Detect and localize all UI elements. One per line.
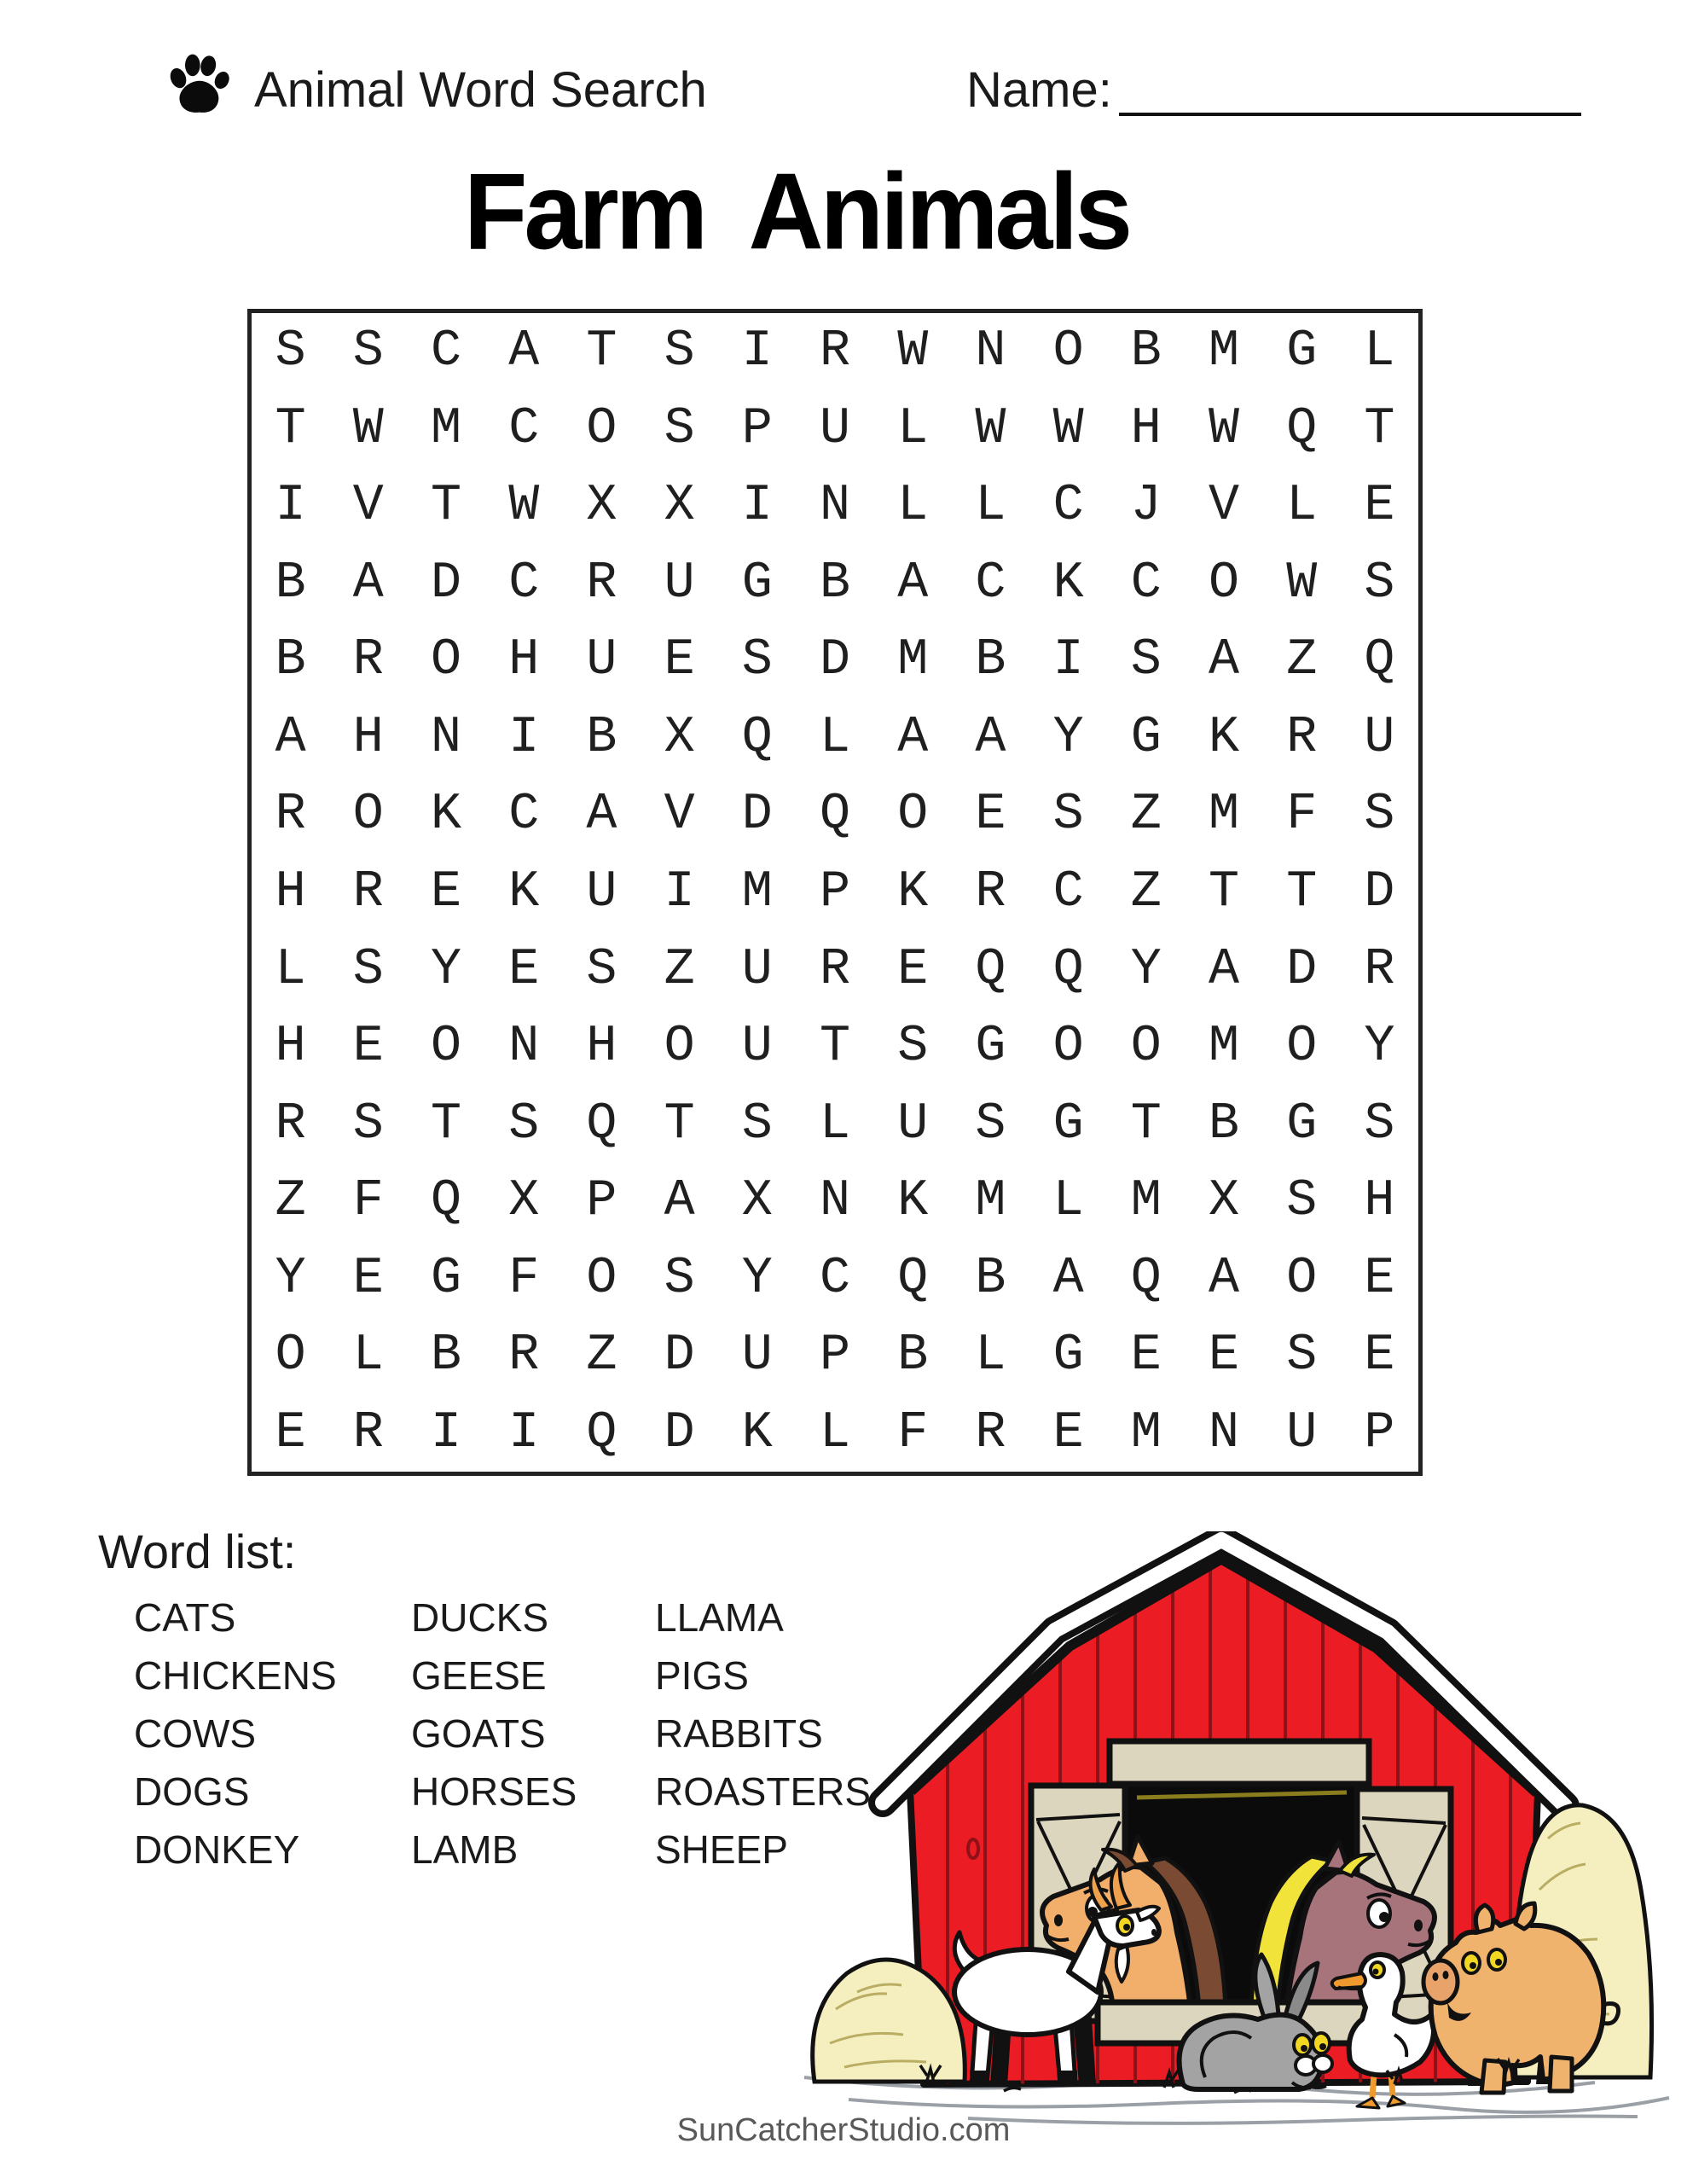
grid-letter[interactable]: T — [430, 1095, 461, 1153]
word-list-column — [411, 1589, 577, 1879]
grid-letter[interactable]: S — [1286, 1327, 1318, 1385]
grid-letter[interactable]: G — [741, 554, 773, 613]
grid-letter[interactable]: Z — [1130, 786, 1162, 845]
grid-letter[interactable]: R — [586, 554, 617, 613]
grid-letter[interactable]: O — [897, 786, 929, 845]
grid-letter[interactable]: O — [664, 1018, 695, 1077]
grid-letter[interactable]: U — [586, 863, 617, 921]
grid-letter[interactable]: W — [508, 477, 540, 536]
page-title: Animal Word Search — [254, 62, 707, 118]
grid-letter[interactable]: A — [1208, 631, 1239, 690]
grid-letter[interactable]: X — [1208, 1172, 1239, 1231]
grid-letter[interactable]: P — [819, 1327, 850, 1385]
grid-letter[interactable]: K — [508, 863, 540, 921]
grid-letter[interactable]: N — [819, 477, 850, 536]
grid-letter[interactable]: S — [1052, 786, 1084, 845]
grid-letter[interactable]: E — [1052, 1403, 1084, 1462]
footer-site-credit: SunCatcherStudio.com — [676, 2112, 1011, 2148]
grid-letter[interactable]: U — [1364, 708, 1395, 767]
grid-letter[interactable]: E — [352, 1018, 384, 1077]
grid-letter[interactable]: O — [1052, 322, 1084, 381]
grid-letter[interactable]: D — [819, 631, 850, 690]
grid-letter[interactable]: Q — [897, 1249, 929, 1308]
grid-letter[interactable]: I — [741, 477, 773, 536]
word-item[interactable]: GOATS — [411, 1711, 546, 1756]
grid-letter[interactable]: R — [352, 863, 384, 921]
grid-letter[interactable]: D — [741, 786, 773, 845]
grid-letter[interactable]: W — [975, 399, 1006, 458]
grid-letter[interactable]: O — [275, 1327, 306, 1385]
grid-letter[interactable]: M — [1130, 1403, 1162, 1462]
grid-letter[interactable]: W — [897, 322, 929, 381]
grid-letter[interactable]: H — [1364, 1172, 1395, 1231]
grid-letter[interactable]: B — [975, 1249, 1006, 1308]
word-item[interactable]: SHEEP — [655, 1827, 788, 1872]
grid-letter[interactable]: Q — [586, 1403, 617, 1462]
grid-letter[interactable]: C — [1130, 554, 1162, 613]
grid-letter[interactable]: S — [1286, 1172, 1318, 1231]
grid-letter[interactable]: Q — [1364, 631, 1395, 690]
grid-letter[interactable]: A — [897, 554, 929, 613]
grid-letter[interactable]: Y — [275, 1249, 306, 1308]
grid-letter[interactable]: G — [430, 1249, 461, 1308]
grid-letter[interactable]: H — [1130, 399, 1162, 458]
grid-letter[interactable]: E — [275, 1403, 306, 1462]
grid-letter[interactable]: G — [975, 1018, 1006, 1077]
word-item[interactable]: LAMB — [411, 1827, 519, 1872]
grid-letter[interactable]: E — [975, 786, 1006, 845]
word-list-heading: Word list: — [98, 1525, 297, 1578]
grid-letter[interactable]: W — [1052, 399, 1084, 458]
grid-letter[interactable]: O — [1286, 1018, 1318, 1077]
grid-letter[interactable]: L — [975, 1327, 1006, 1385]
grid-letter[interactable]: C — [975, 554, 1006, 613]
grid-letter[interactable]: S — [1130, 631, 1162, 690]
word-item[interactable]: LLAMA — [655, 1595, 784, 1640]
grid-letter[interactable]: R — [352, 631, 384, 690]
grid-letter[interactable]: U — [1286, 1403, 1318, 1462]
grid-letter[interactable]: M — [1130, 1172, 1162, 1231]
grid-letter[interactable]: Y — [1130, 940, 1162, 999]
word-item[interactable]: DOGS — [134, 1769, 250, 1814]
grid-letter[interactable]: S — [664, 322, 695, 381]
grid-letter[interactable]: S — [1364, 786, 1395, 845]
word-item[interactable]: DONKEY — [134, 1827, 300, 1872]
grid-letter[interactable]: T — [819, 1018, 850, 1077]
grid-letter[interactable]: E — [430, 863, 461, 921]
grid-letter[interactable]: F — [897, 1403, 929, 1462]
grid-letter[interactable]: Q — [1286, 399, 1318, 458]
grid-letter[interactable]: A — [508, 322, 540, 381]
grid-letter[interactable]: L — [275, 940, 306, 999]
grid-letter[interactable]: D — [1286, 940, 1318, 999]
grid-letter[interactable]: C — [819, 1249, 850, 1308]
grid-letter[interactable]: B — [1208, 1095, 1239, 1153]
grid-letter[interactable]: D — [664, 1403, 695, 1462]
loft-header-board — [1110, 1741, 1369, 1784]
grid-letter[interactable]: N — [819, 1172, 850, 1231]
grid-letter[interactable]: U — [741, 940, 773, 999]
grid-letter[interactable]: A — [975, 708, 1006, 767]
grid-letter[interactable]: I — [1052, 631, 1084, 690]
grid-letter[interactable]: I — [741, 322, 773, 381]
grid-letter[interactable]: Z — [1130, 863, 1162, 921]
grid-letter[interactable]: B — [275, 631, 306, 690]
grid-letter[interactable]: B — [275, 554, 306, 613]
grid-letter[interactable]: G — [1286, 1095, 1318, 1153]
grid-letter[interactable]: R — [275, 786, 306, 845]
grid-letter[interactable]: M — [1208, 786, 1239, 845]
grid-letter[interactable]: M — [975, 1172, 1006, 1231]
grid-letter[interactable]: I — [430, 1403, 461, 1462]
grid-letter[interactable]: L — [1364, 322, 1395, 381]
grid-letter[interactable]: Y — [1364, 1018, 1395, 1077]
grid-letter[interactable]: N — [975, 322, 1006, 381]
grid-letter[interactable]: X — [586, 477, 617, 536]
grid-letter[interactable]: Q — [819, 786, 850, 845]
grid-letter[interactable]: A — [586, 786, 617, 845]
grid-letter[interactable]: B — [819, 554, 850, 613]
word-item[interactable]: HORSES — [411, 1769, 577, 1814]
grid-letter[interactable]: P — [819, 863, 850, 921]
grid-letter[interactable]: R — [1364, 940, 1395, 999]
grid-letter[interactable]: B — [897, 1327, 929, 1385]
grid-letter[interactable]: I — [275, 477, 306, 536]
grid-letter[interactable]: O — [430, 1018, 461, 1077]
grid-letter[interactable]: I — [508, 1403, 540, 1462]
grid-letter[interactable]: T — [275, 399, 306, 458]
grid-letter[interactable]: Y — [430, 940, 461, 999]
grid-letter[interactable]: Z — [664, 940, 695, 999]
grid-letter[interactable]: O — [586, 399, 617, 458]
grid-letter[interactable]: Q — [1052, 940, 1084, 999]
grid-letter[interactable]: G — [1052, 1327, 1084, 1385]
grid-letter[interactable]: F — [508, 1249, 540, 1308]
grid-letter[interactable]: K — [897, 1172, 929, 1231]
grid-letter[interactable]: S — [352, 940, 384, 999]
grid-letter[interactable]: T — [1364, 399, 1395, 458]
grid-letter[interactable]: E — [352, 1249, 384, 1308]
grid-letter[interactable]: U — [664, 554, 695, 613]
word-item[interactable]: PIGS — [655, 1653, 749, 1698]
grid-letter[interactable]: Q — [975, 940, 1006, 999]
grid-letter[interactable]: L — [1052, 1172, 1084, 1231]
grid-letter[interactable]: F — [352, 1172, 384, 1231]
grid-letter[interactable]: Z — [275, 1172, 306, 1231]
name-label: Name: — [966, 62, 1112, 118]
grid-letter[interactable]: B — [975, 631, 1006, 690]
grid-letter[interactable]: L — [1286, 477, 1318, 536]
grid-letter[interactable]: U — [586, 631, 617, 690]
grid-letter[interactable]: P — [1364, 1403, 1395, 1462]
grid-letter[interactable]: R — [508, 1327, 540, 1385]
grid-letter[interactable]: X — [741, 1172, 773, 1231]
grid-letter[interactable]: U — [741, 1018, 773, 1077]
grid-letter[interactable]: U — [897, 1095, 929, 1153]
grid-letter[interactable]: L — [975, 477, 1006, 536]
paw-icon — [165, 49, 233, 118]
grid-letter[interactable]: T — [586, 322, 617, 381]
grid-letter[interactable]: L — [819, 1403, 850, 1462]
grid-letter[interactable]: G — [1052, 1095, 1084, 1153]
grid-letter[interactable]: A — [664, 1172, 695, 1231]
grid-letter[interactable]: Z — [586, 1327, 617, 1385]
grid-letter[interactable]: E — [664, 631, 695, 690]
grid-letter[interactable]: R — [975, 863, 1006, 921]
grid-letter[interactable]: S — [741, 1095, 773, 1153]
grid-letter[interactable]: U — [741, 1327, 773, 1385]
grid-letter[interactable]: M — [897, 631, 929, 690]
grid-letter[interactable]: W — [1208, 399, 1239, 458]
grid-letter[interactable]: Y — [1052, 708, 1084, 767]
barn-illustration — [797, 1531, 1684, 2129]
grid-letter[interactable]: A — [897, 708, 929, 767]
grid-letter[interactable]: K — [430, 786, 461, 845]
grid-letter[interactable]: S — [897, 1018, 929, 1077]
grid-letter[interactable]: G — [1286, 322, 1318, 381]
grid-letter[interactable]: N — [508, 1018, 540, 1077]
grid-letter[interactable]: E — [1364, 1327, 1395, 1385]
grid-letter[interactable]: X — [508, 1172, 540, 1231]
grid-letter[interactable]: S — [275, 322, 306, 381]
grid-letter[interactable]: E — [1364, 477, 1395, 536]
grid-letter[interactable]: L — [897, 399, 929, 458]
word-item[interactable]: COWS — [134, 1711, 257, 1756]
grid-letter[interactable]: V — [352, 477, 384, 536]
grid-letter[interactable]: H — [275, 863, 306, 921]
grid-letter[interactable]: O — [1052, 1018, 1084, 1077]
grid-letter[interactable]: S — [352, 1095, 384, 1153]
grid-letter[interactable]: K — [1052, 554, 1084, 613]
grid-letter[interactable]: S — [664, 1249, 695, 1308]
grid-letter[interactable]: S — [352, 322, 384, 381]
grid-letter[interactable]: N — [1208, 1403, 1239, 1462]
grid-letter[interactable]: P — [586, 1172, 617, 1231]
grid-letter[interactable]: Q — [1130, 1249, 1162, 1308]
grid-letter[interactable]: A — [1208, 1249, 1239, 1308]
grid-letter[interactable]: L — [819, 1095, 850, 1153]
grid-letter[interactable]: L — [897, 477, 929, 536]
grid-letter[interactable]: T — [430, 477, 461, 536]
grid-letter[interactable]: R — [1286, 708, 1318, 767]
grid-letter[interactable]: B — [586, 708, 617, 767]
grid-letter[interactable]: S — [508, 1095, 540, 1153]
grid-letter[interactable]: W — [352, 399, 384, 458]
grid-letter[interactable]: S — [664, 399, 695, 458]
grid-letter[interactable]: K — [897, 863, 929, 921]
grid-letter[interactable]: Q — [586, 1095, 617, 1153]
grid-letter[interactable]: P — [741, 399, 773, 458]
name-fill-in-line[interactable] — [1119, 70, 1581, 116]
grid-letter[interactable]: T — [1130, 1095, 1162, 1153]
grid-letter[interactable]: R — [975, 1403, 1006, 1462]
grid-letter[interactable]: E — [1208, 1327, 1239, 1385]
grid-letter[interactable]: C — [508, 399, 540, 458]
puzzle-title: Farm Animals — [463, 151, 1130, 272]
grid-letter[interactable]: Q — [430, 1172, 461, 1231]
grid-letter[interactable]: I — [664, 863, 695, 921]
grid-letter[interactable]: U — [819, 399, 850, 458]
grid-letter[interactable]: C — [1052, 863, 1084, 921]
grid-letter[interactable]: H — [586, 1018, 617, 1077]
grid-letter[interactable]: C — [1052, 477, 1084, 536]
grid-letter[interactable]: Z — [1286, 631, 1318, 690]
grid-letter[interactable]: O — [1286, 1249, 1318, 1308]
grid-letter[interactable]: V — [664, 786, 695, 845]
grid-letter[interactable]: H — [275, 1018, 306, 1077]
grid-letter[interactable]: Q — [741, 708, 773, 767]
grid-letter[interactable]: L — [819, 708, 850, 767]
word-item[interactable]: ROASTERS — [655, 1769, 872, 1814]
grid-letter[interactable]: R — [819, 940, 850, 999]
grid-letter[interactable]: O — [1130, 1018, 1162, 1077]
grid-letter[interactable]: K — [741, 1403, 773, 1462]
grid-letter[interactable]: T — [664, 1095, 695, 1153]
grid-letter[interactable]: S — [1364, 1095, 1395, 1153]
grid-letter[interactable]: M — [1208, 322, 1239, 381]
word-list-column — [134, 1589, 337, 1879]
grid-letter[interactable]: K — [1208, 708, 1239, 767]
grid-letter[interactable]: S — [975, 1095, 1006, 1153]
word-item[interactable]: RABBITS — [655, 1711, 823, 1756]
grid-letter[interactable]: B — [430, 1327, 461, 1385]
word-item[interactable]: GEESE — [411, 1653, 547, 1698]
grid-letter[interactable]: J — [1130, 477, 1162, 536]
grid-letter[interactable]: R — [352, 1403, 384, 1462]
grid-letter[interactable]: O — [586, 1249, 617, 1308]
grid-letter[interactable]: E — [1364, 1249, 1395, 1308]
grid-letter[interactable]: A — [1208, 940, 1239, 999]
grid-letter[interactable]: N — [430, 708, 461, 767]
grid-letter[interactable]: C — [508, 786, 540, 845]
grid-letter[interactable]: O — [430, 631, 461, 690]
grid-letter[interactable]: Y — [741, 1249, 773, 1308]
grid-letter[interactable]: G — [1130, 708, 1162, 767]
grid-letter[interactable]: O — [352, 786, 384, 845]
grid-letter[interactable]: V — [1208, 477, 1239, 536]
grid-letter[interactable]: R — [819, 322, 850, 381]
word-item[interactable]: DUCKS — [411, 1595, 549, 1640]
grid-letter[interactable]: S — [586, 940, 617, 999]
grid-letter[interactable]: M — [1208, 1018, 1239, 1077]
grid-letter[interactable]: B — [1130, 322, 1162, 381]
grid-letter[interactable]: X — [664, 708, 695, 767]
grid-letter[interactable]: E — [897, 940, 929, 999]
grid-letter[interactable]: R — [275, 1095, 306, 1153]
grid-letter[interactable]: M — [430, 399, 461, 458]
grid-letter[interactable]: O — [1208, 554, 1239, 613]
word-item[interactable]: CHICKENS — [134, 1653, 337, 1698]
grid-letter[interactable]: D — [430, 554, 461, 613]
grid-letter[interactable]: X — [664, 477, 695, 536]
grid-letter[interactable]: M — [741, 863, 773, 921]
grid-letter[interactable]: A — [1052, 1249, 1084, 1308]
word-search-grid — [247, 309, 1423, 1476]
grid-letter[interactable]: D — [1364, 863, 1395, 921]
grid-letter[interactable]: T — [1208, 863, 1239, 921]
grid-letter[interactable]: L — [352, 1327, 384, 1385]
grid-letter[interactable]: W — [1286, 554, 1318, 613]
grid-letter[interactable]: S — [741, 631, 773, 690]
grid-letter[interactable]: A — [352, 554, 384, 613]
grid-letter[interactable]: H — [352, 708, 384, 767]
grid-letter[interactable]: C — [430, 322, 461, 381]
grid-letter[interactable]: E — [1130, 1327, 1162, 1385]
grid-letter[interactable]: T — [1286, 863, 1318, 921]
grid-letter[interactable]: S — [1364, 554, 1395, 613]
grid-letter[interactable]: H — [508, 631, 540, 690]
grid-letter[interactable]: C — [508, 554, 540, 613]
grid-letter[interactable]: D — [664, 1327, 695, 1385]
grid-letter[interactable]: E — [508, 940, 540, 999]
word-item[interactable]: CATS — [134, 1595, 236, 1640]
grid-letter[interactable]: F — [1286, 786, 1318, 845]
grid-letter[interactable]: A — [275, 708, 306, 767]
grid-letter[interactable]: I — [508, 708, 540, 767]
